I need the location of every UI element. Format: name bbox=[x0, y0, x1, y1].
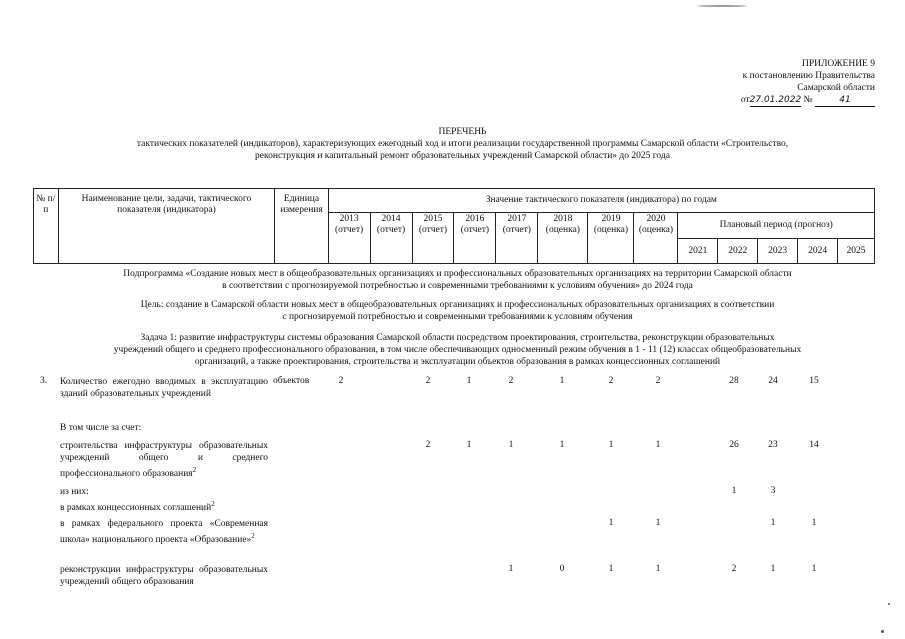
goal-heading: Цель: создание в Самарской области новых мест в общеобразовательных организациях и профессиональных образовательных организациях в соответствии с прогнозируемой потребностью и современными требованиями к условиям обучения bbox=[140, 300, 775, 322]
value-cell: 1 bbox=[559, 376, 565, 386]
row-of-them-label: из них: bbox=[60, 487, 89, 497]
value-cell: 1 bbox=[655, 518, 661, 528]
subprogram-heading: Подпрограмма «Создание новых мест в общеобразовательных организациях и профессиональных образовательных организациях на территории Самарской области в соответствии с прогнозируемой потребностью и современными требованиями к условиям обучения» до 2024 года bbox=[123, 269, 792, 291]
value-cell: 1 bbox=[770, 518, 776, 528]
appendix-date: 27.01.2022 bbox=[749, 95, 802, 105]
header-values-title: Значение тактического показателя (индикатора) по годам bbox=[328, 189, 874, 213]
value-cell: 1 bbox=[811, 564, 817, 574]
header-unit: Единица измерения bbox=[275, 189, 328, 264]
header-year-2016: 2016 (отчет) bbox=[454, 213, 496, 264]
scan-dot bbox=[881, 630, 884, 633]
header-num: № п/п bbox=[34, 189, 59, 264]
title-line-1: тактических показателей (индикаторов), характеризующих ежегодный ход и итоги реализации государственной программы Самарской области «Строительство, bbox=[136, 139, 789, 149]
row-concession-name: в рамках концессионных соглашений$^2$ bbox=[60, 500, 215, 514]
value-cell: 1 bbox=[608, 440, 614, 450]
indicators-header-table bbox=[33, 188, 875, 264]
value-cell: 26 bbox=[729, 440, 739, 450]
appendix-decree: к постановлению Правительства bbox=[742, 71, 875, 81]
value-cell: 1 bbox=[655, 564, 661, 574]
row-3-unit: объектов bbox=[273, 376, 310, 386]
value-cell: 1 bbox=[508, 440, 514, 450]
value-cell: 1 bbox=[508, 564, 514, 574]
header-plan-2022: 2022 bbox=[718, 239, 758, 264]
header-year-2014: 2014 (отчет) bbox=[370, 213, 412, 264]
header-year-2015: 2015 (отчет) bbox=[412, 213, 454, 264]
value-cell: 1 bbox=[466, 376, 472, 386]
header-year-2018: 2018 (оценка) bbox=[538, 213, 588, 264]
scan-dot bbox=[888, 603, 890, 605]
appendix-date-line: от27.01.2022 № 41 bbox=[741, 94, 875, 107]
value-cell: 24 bbox=[768, 376, 778, 386]
value-cell: 14 bbox=[809, 440, 819, 450]
value-cell: 0 bbox=[559, 564, 565, 574]
header-plan-2023: 2023 bbox=[758, 239, 798, 264]
row-3-name: Количество ежегодно вводимых в эксплуатацию зданий образовательных учреждений bbox=[60, 377, 268, 399]
task-heading: Задача 1: развитие инфраструктуры системы образования Самарской области посредством проектирования, строительства, реконструкции образовательных учреждений общего и среднего профессионального образования, в том числе обеспечивающих односменный режим обучения в 1 - 11 (12) классах общеобразовательных организаций, а также проектирования, строительства и эксплуатации объектов образования в рамках концессионных соглашений bbox=[113, 333, 802, 367]
row-federal-project-name: в рамках федерального проекта «Современная школа» национального проекта «Образование»$^2$ bbox=[60, 519, 268, 546]
row-3-number: 3. bbox=[40, 376, 48, 386]
scan-mark bbox=[697, 5, 747, 7]
header-year-2020: 2020 (оценка) bbox=[634, 213, 678, 264]
header-plan-2025: 2025 bbox=[838, 239, 875, 264]
row-including-label: В том числе за счет: bbox=[60, 423, 142, 433]
appendix-region: Самарской области bbox=[797, 83, 875, 93]
appendix-title: ПРИЛОЖЕНИЕ 9 bbox=[801, 59, 875, 69]
value-cell: 1 bbox=[608, 564, 614, 574]
value-cell: 2 bbox=[425, 440, 431, 450]
value-cell: 2 bbox=[338, 376, 344, 386]
value-cell: 3 bbox=[770, 486, 776, 496]
value-cell: 28 bbox=[729, 376, 739, 386]
appendix-number: 41 bbox=[815, 94, 875, 107]
value-cell: 1 bbox=[770, 564, 776, 574]
value-cell: 2 bbox=[655, 376, 661, 386]
value-cell: 1 bbox=[608, 518, 614, 528]
row-reconstruction-name: реконструкции инфраструктуры образовательных учреждений общего образования bbox=[60, 565, 268, 587]
value-cell: 2 bbox=[608, 376, 614, 386]
value-cell: 2 bbox=[425, 376, 431, 386]
title-heading: ПЕРЕЧЕНЬ bbox=[438, 127, 487, 137]
document-title bbox=[60, 126, 865, 162]
value-cell: 1 bbox=[466, 440, 472, 450]
value-cell: 1 bbox=[731, 486, 737, 496]
value-cell: 1 bbox=[655, 440, 661, 450]
appendix-block bbox=[741, 58, 875, 107]
header-name: Наименование цели, задачи, тактического показателя (индикатора) bbox=[58, 189, 275, 264]
value-cell: 2 bbox=[508, 376, 514, 386]
header-year-2013: 2013 (отчет) bbox=[328, 213, 370, 264]
header-plan-title: Плановый период (прогноз) bbox=[678, 213, 875, 239]
value-cell: 1 bbox=[811, 518, 817, 528]
value-cell: 1 bbox=[559, 440, 565, 450]
value-cell: 23 bbox=[768, 440, 778, 450]
value-cell: 15 bbox=[809, 376, 819, 386]
title-line-2: реконструкция и капитальный ремонт образовательных учреждений Самарской области» до 2025 года bbox=[255, 151, 670, 161]
row-construction-name: строительства инфраструктуры образовательных учреждений общего и среднего профессионального образования$^2$ bbox=[60, 441, 268, 480]
value-cell: 2 bbox=[731, 564, 737, 574]
header-plan-2024: 2024 bbox=[798, 239, 838, 264]
header-year-2017: 2017 (отчет) bbox=[496, 213, 538, 264]
header-year-2019: 2019 (оценка) bbox=[588, 213, 634, 264]
header-plan-2021: 2021 bbox=[678, 239, 718, 264]
